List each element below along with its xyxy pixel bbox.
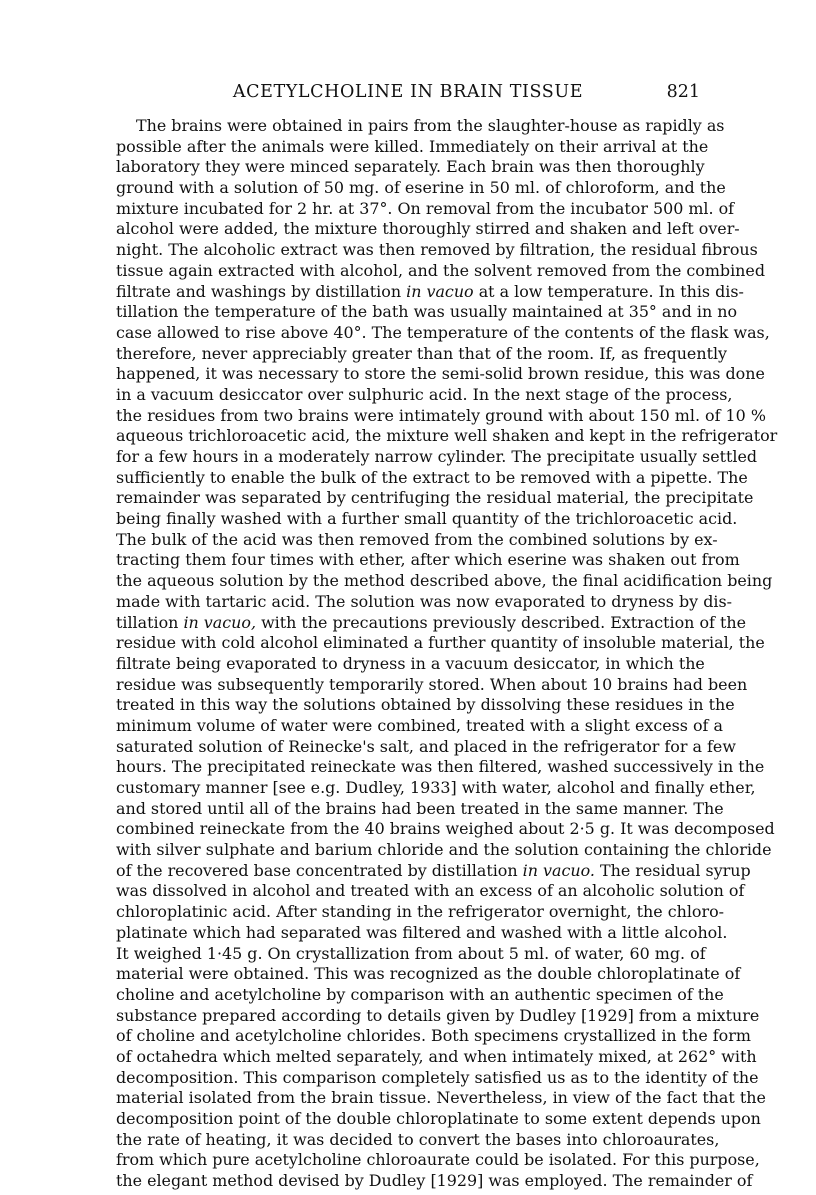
line-text: laboratory they were minced separately. Each brain was then thoroughly bbox=[116, 157, 705, 177]
text-line bbox=[116, 157, 705, 178]
line-text: of choline and acetylcholine chlorides. Both specimens crystallized in the form bbox=[116, 1026, 751, 1046]
line-text: mixture incubated for 2 hr. at 37°. On removal from the incubator 500 ml. of bbox=[116, 198, 735, 218]
line-text: from which pure acetylcholine chloroaurate could be isolated. For this purpose, bbox=[116, 1150, 760, 1170]
text-line bbox=[116, 178, 726, 199]
line-text: the aqueous solution by the method described above, the final acidification being bbox=[116, 571, 773, 591]
line-text: night. The alcoholic extract was then removed by filtration, the residual fibrous bbox=[116, 240, 758, 260]
line-text: material isolated from the brain tissue. Nevertheless, in view of the fact that the bbox=[116, 1088, 766, 1108]
line-text: happened, it was necessary to store the semi-solid brown residue, this was done bbox=[116, 364, 765, 384]
text-line bbox=[116, 364, 765, 385]
running-title: ACETYLCHOLINE IN BRAIN TISSUE bbox=[232, 82, 584, 102]
line-text: alcohol were added, the mixture thoroughly stirred and shaken and left over- bbox=[116, 219, 740, 239]
text-line bbox=[116, 881, 745, 902]
text-line bbox=[116, 757, 765, 778]
text-line bbox=[116, 343, 728, 365]
text-line bbox=[116, 550, 740, 571]
text-line bbox=[116, 902, 725, 923]
line-text: The brains were obtained in pairs from the slaughter-house as rapidly as bbox=[136, 116, 725, 135]
line-text: treated in this way the solutions obtained by dissolving these residues in the bbox=[116, 695, 735, 715]
text-line bbox=[116, 1026, 751, 1047]
line-text: residue was subsequently temporarily stored. When about 10 brains had been bbox=[116, 674, 748, 694]
text-line bbox=[116, 1109, 761, 1130]
line-text: possible after the animals were killed. Immediately on their arrival at the bbox=[116, 136, 709, 156]
text-line bbox=[116, 736, 736, 758]
line-text: filtrate and washings by distillation bbox=[116, 281, 407, 301]
line-text: tillation the temperature of the bath was usually maintained at 35° and in no bbox=[116, 302, 738, 322]
text-line bbox=[116, 426, 778, 447]
page-number: 821 bbox=[666, 82, 700, 102]
text-line bbox=[116, 943, 706, 965]
text-line bbox=[116, 778, 756, 799]
text-line bbox=[116, 798, 724, 820]
text-line bbox=[116, 984, 724, 1006]
line-text: with silver sulphate and barium chloride and the solution containing the chloride bbox=[116, 840, 772, 860]
line-text: at a low temperature. In this dis- bbox=[473, 281, 744, 301]
text-line bbox=[116, 219, 740, 240]
text-line bbox=[116, 964, 741, 985]
running-head bbox=[116, 80, 700, 104]
text-line bbox=[116, 302, 738, 323]
text-line bbox=[116, 322, 770, 344]
line-text: It weighed 1·45 g. On crystallization from about 5 ml. of water, 60 mg. of bbox=[116, 943, 706, 963]
text-line bbox=[116, 509, 738, 530]
line-text: aqueous trichloroacetic acid, the mixture well shaken and kept in the refrigerator bbox=[116, 426, 778, 446]
text-line bbox=[116, 674, 748, 696]
line-text: was dissolved in alcohol and treated with an excess of an alcoholic solution of bbox=[116, 881, 745, 901]
text-line bbox=[116, 1005, 760, 1027]
line-text: for a few hours in a moderately narrow cylinder. The precipitate usually settled bbox=[116, 447, 758, 466]
line-text: being finally washed with a further small quantity of the trichloroacetic acid. bbox=[116, 509, 738, 529]
line-text: saturated solution of Reinecke's salt, and placed in the refrigerator for a few bbox=[116, 736, 736, 756]
line-text: minimum volume of water were combined, treated with a slight excess of a bbox=[116, 715, 723, 735]
text-line bbox=[116, 136, 709, 158]
text-line bbox=[116, 819, 775, 840]
text-line bbox=[116, 922, 728, 944]
line-text: choline and acetylcholine by comparison with an authentic specimen of the bbox=[116, 984, 724, 1004]
text-line bbox=[116, 116, 725, 137]
line-text: filtrate being evaporated to dryness in a vacuum desiccator, in which the bbox=[116, 653, 705, 673]
text-line bbox=[116, 653, 705, 675]
line-text: hours. The precipitated reineckate was then filtered, washed successively in the bbox=[116, 757, 765, 777]
text-line bbox=[116, 715, 723, 737]
italic-text: in vacuo bbox=[406, 281, 474, 301]
line-text: tissue again extracted with alcohol, and the solvent removed from the combined bbox=[116, 260, 765, 280]
line-text: tillation bbox=[116, 612, 184, 632]
line-text: made with tartaric acid. The solution was now evaporated to dryness by dis- bbox=[116, 591, 732, 611]
line-text: therefore, never appreciably greater than that of the room. If, as frequently bbox=[116, 343, 728, 363]
line-text: substance prepared according to details given by Dudley [1929] from a mixture bbox=[116, 1005, 760, 1025]
text-line bbox=[116, 198, 735, 220]
text-line bbox=[116, 529, 718, 551]
line-text: in a vacuum desiccator over sulphuric acid. In the next stage of the process, bbox=[116, 384, 733, 404]
line-text: with the precautions previously described. Extraction of the bbox=[256, 612, 746, 632]
text-line bbox=[116, 1046, 757, 1068]
line-text: platinate which had separated was filtered and washed with a little alcohol. bbox=[116, 922, 728, 942]
italic-text: in vacuo. bbox=[522, 860, 595, 880]
text-line bbox=[116, 840, 772, 861]
text-line bbox=[116, 447, 758, 468]
text-line bbox=[116, 633, 765, 654]
text-line bbox=[116, 1067, 759, 1089]
text-line bbox=[116, 695, 735, 716]
line-text: decomposition point of the double chloroplatinate to some extent depends upon bbox=[116, 1109, 761, 1128]
text-line bbox=[116, 488, 754, 509]
text-line bbox=[116, 1088, 766, 1109]
text-line bbox=[116, 405, 766, 427]
text-line bbox=[116, 1129, 720, 1151]
line-text: remainder was separated by centrifuging the residual material, the precipitate bbox=[116, 488, 754, 508]
text-line bbox=[116, 1171, 753, 1192]
text-line bbox=[116, 384, 733, 406]
text-line bbox=[116, 591, 732, 613]
line-text: case allowed to rise above 40°. The temperature of the contents of the flask was, bbox=[116, 322, 770, 342]
text-line bbox=[116, 260, 765, 282]
text-line bbox=[116, 240, 758, 261]
line-text: of the recovered base concentrated by distillation bbox=[116, 860, 523, 880]
line-text: customary manner [see e.g. Dudley, 1933] with water, alcohol and finally ether, bbox=[116, 778, 756, 797]
line-text: of octahedra which melted separately, and when intimately mixed, at 262° with bbox=[116, 1046, 757, 1066]
text-line bbox=[116, 467, 748, 489]
italic-text: in vacuo, bbox=[183, 612, 257, 632]
line-text: sufficiently to enable the bulk of the extract to be removed with a pipette. The bbox=[116, 467, 748, 487]
line-text: chloroplatinic acid. After standing in the refrigerator overnight, the chloro- bbox=[116, 902, 725, 922]
line-text: The bulk of the acid was then removed from the combined solutions by ex- bbox=[116, 529, 718, 549]
text-line bbox=[116, 281, 744, 303]
text-line bbox=[116, 571, 773, 592]
line-text: residue with cold alcohol eliminated a further quantity of insoluble material, the bbox=[116, 633, 765, 653]
line-text: combined reineckate from the 40 brains weighed about 2·5 g. It was decomposed bbox=[116, 819, 775, 839]
line-text: and stored until all of the brains had been treated in the same manner. The bbox=[116, 798, 724, 818]
line-text: The residual syrup bbox=[594, 860, 751, 880]
line-text: the rate of heating, it was decided to convert the bases into chloroaurates, bbox=[116, 1129, 720, 1149]
text-line bbox=[116, 612, 746, 634]
line-text: the residues from two brains were intimately ground with about 150 ml. of 10 % bbox=[116, 405, 766, 425]
text-line bbox=[116, 860, 751, 882]
line-text: the elegant method devised by Dudley [1929] was employed. The remainder of bbox=[116, 1171, 753, 1191]
text-line bbox=[116, 1150, 760, 1171]
line-text: ground with a solution of 50 mg. of eserine in 50 ml. of chloroform, and the bbox=[116, 178, 726, 198]
line-text: material were obtained. This was recognized as the double chloroplatinate of bbox=[116, 964, 741, 984]
line-text: decomposition. This comparison completely satisfied us as to the identity of the bbox=[116, 1067, 759, 1087]
line-text: tracting them four times with ether, after which eserine was shaken out from bbox=[116, 550, 740, 570]
body-paragraph bbox=[116, 116, 778, 1192]
